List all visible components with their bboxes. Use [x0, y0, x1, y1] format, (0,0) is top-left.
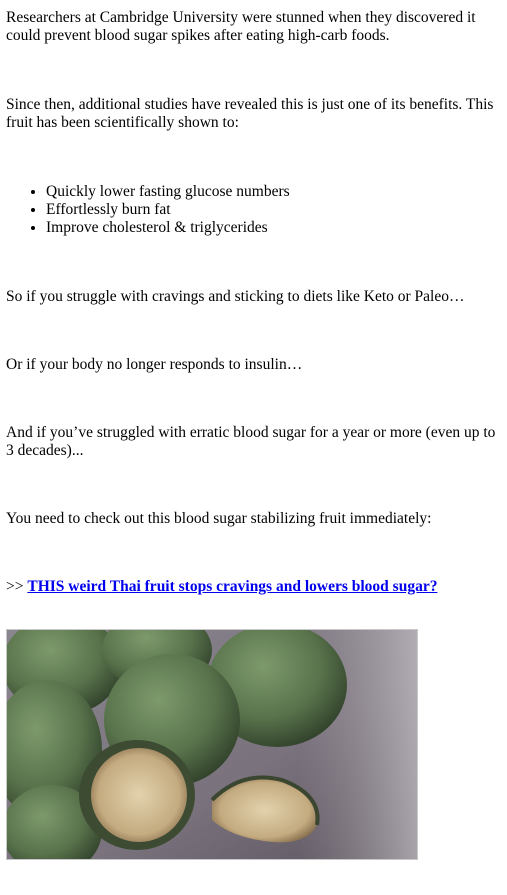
- benefits-list: [6, 183, 501, 237]
- benefits-intro-paragraph: Since then, additional studies have revealed this is just one of its benefits. This fruit has been scientifically shown to:: [6, 96, 494, 131]
- benefit-item: • Effortlessly burn fat: [46, 201, 501, 219]
- intro-paragraph: Researchers at Cambridge University were stunned when they discovered it could prevent blood sugar spikes after eating high-carb foods.: [6, 9, 476, 44]
- cta-paragraph: [6, 578, 501, 596]
- insulin-paragraph: Or if your body no longer responds to insulin…: [6, 356, 303, 373]
- monk-fruit-illustration: [7, 630, 417, 859]
- erratic-paragraph: And if you’ve struggled with erratic blood sugar for a year or more (even up to 3 decades)...: [6, 424, 496, 459]
- check-out-paragraph: You need to check out this blood sugar stabilizing fruit immediately:: [6, 510, 432, 527]
- cta-prefix: >>: [6, 578, 28, 595]
- cravings-paragraph: So if you struggle with cravings and sticking to diets like Keto or Paleo…: [6, 288, 465, 305]
- fruit-image[interactable]: [6, 629, 418, 860]
- benefit-item: • Improve cholesterol & triglycerides: [46, 219, 501, 237]
- cta-link[interactable]: THIS weird Thai fruit stops cravings and lowers blood sugar?: [27, 578, 438, 595]
- benefit-item: • Quickly lower fasting glucose numbers: [46, 183, 501, 201]
